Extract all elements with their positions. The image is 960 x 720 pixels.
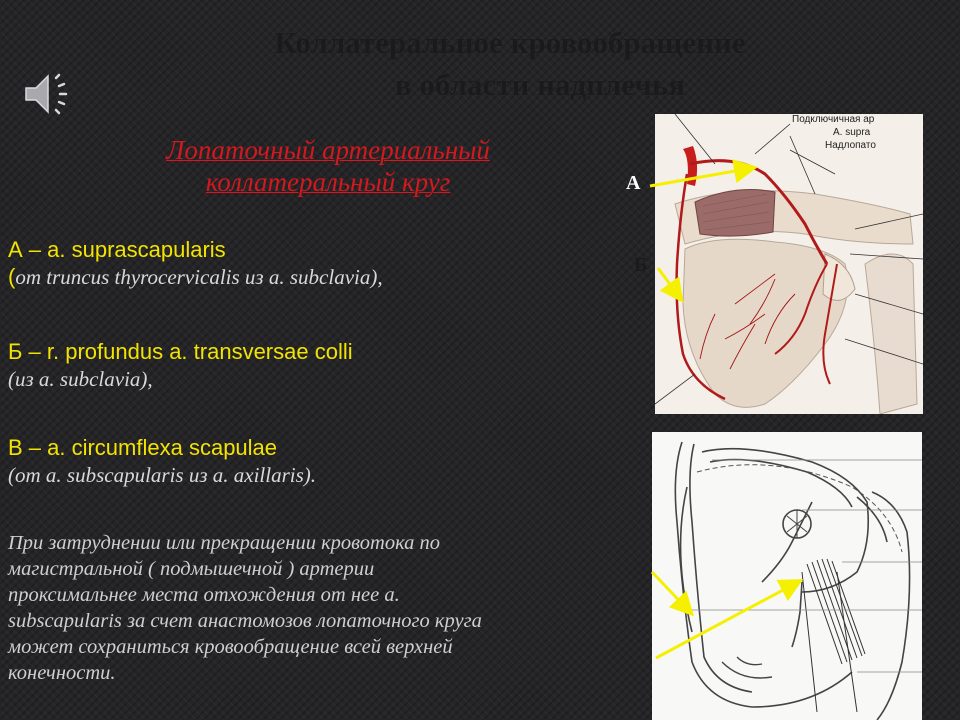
artery-item-b	[8, 338, 353, 392]
figure-label: A. supra	[833, 127, 871, 138]
subtitle-line1: Лопаточный артериальный	[166, 135, 490, 165]
subtitle-line2: коллатеральный круг	[205, 167, 451, 197]
label-b: Б	[634, 254, 648, 276]
artery-b-origin: (из a. subclavia),	[8, 367, 153, 391]
paragraph-line: может сохраниться кровообращение всей верхней	[8, 636, 453, 658]
artery-v-origin: (от a. subscapularis из а. axillaris).	[8, 463, 317, 487]
artery-item-v	[8, 434, 316, 488]
scapula-illustration	[655, 114, 923, 414]
collateral-circle-diagram	[652, 432, 922, 720]
artery-v-name: В – a. circumflexa scapulae	[8, 435, 278, 460]
label-a: А	[626, 172, 641, 194]
collateral-schematic	[652, 432, 922, 720]
paragraph-line: subscapularis за счет анастомозов лопаточного круга	[8, 610, 482, 632]
speaker-icon[interactable]	[22, 70, 76, 118]
slide-title-line1: Коллатеральное кровообращение	[274, 25, 746, 60]
paragraph-line: магистральной ( подмышечной ) артерии	[8, 558, 375, 580]
paragraph-line: проксимальнее места отхождения от нее а.	[8, 584, 400, 606]
figure-label: Подключичная ар	[792, 114, 875, 125]
paragraph-line: конечности.	[8, 662, 116, 684]
artery-b-name: Б – r. profundus a. transversae colli	[8, 339, 353, 364]
slide-title-line2: в области надплечья	[394, 67, 686, 102]
paragraph-line: При затруднении или прекращении кровотока по	[8, 532, 441, 554]
artery-a-name: А – a. suprascapularis	[8, 237, 226, 262]
artery-item-a	[8, 236, 383, 290]
scapula-anatomy-figure	[655, 114, 923, 414]
slide-title	[180, 22, 840, 106]
figure-label: Надлопато	[825, 140, 876, 151]
artery-a-origin: (от truncus thyrocervicalis из а. subclavia),	[8, 264, 383, 289]
explanation-paragraph	[8, 530, 628, 686]
circle-subtitle	[118, 134, 538, 198]
